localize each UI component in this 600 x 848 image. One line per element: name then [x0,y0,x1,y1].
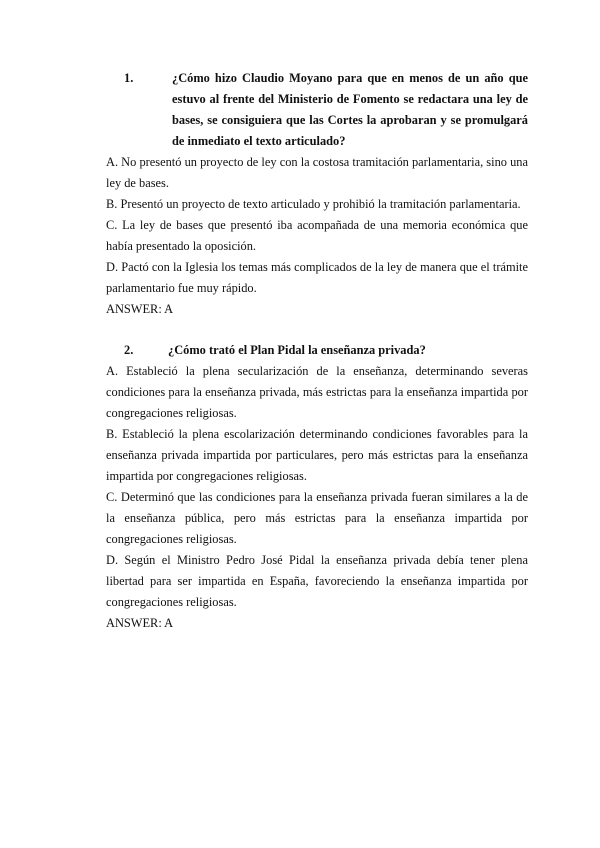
question-2-option-b: B. Estableció la plena escolarización determinando condiciones favorables para la enseñanza privada impartida por particulares, pero más estrictas para la enseñanza impartida por congregaciones religiosas. [106,427,528,483]
question-1-text: ¿Cómo hizo Claudio Moyano para que en menos de un año que estuvo al frente del Ministerio de Fomento se redactara una ley de bases, se consiguiera que las Cortes la aprobaran y se promulgará de inmediato el texto articulado? [172,71,528,148]
question-1-answer: ANSWER: A [106,302,174,316]
question-2-option-c: C. Determinó que las condiciones para la enseñanza privada fueran similares a la de la enseñanza pública, pero más estrictas para la enseñanza impartida por congregaciones religiosas. [106,490,528,546]
question-2-number: 2. [124,343,134,357]
question-1-options [106,152,528,299]
question-2-text: ¿Cómo trató el Plan Pidal la enseñanza privada? [168,343,426,357]
question-1-heading [124,68,528,152]
question-1-option-b: B. Presentó un proyecto de texto articulado y prohibió la tramitación parlamentaria. [106,197,521,211]
question-2-answer: ANSWER: A [106,616,174,630]
question-2 [106,340,528,634]
question-1-option-d: D. Pactó con la Iglesia los temas más complicados de la ley de manera que el trámite parlamentario fue muy rápido. [106,260,528,295]
question-1-option-c: C. La ley de bases que presentó iba acompañada de una memoria económica que había presentado la oposición. [106,218,528,253]
question-1-number: 1. [124,71,134,85]
question-2-heading [124,340,528,361]
question-1 [106,68,528,320]
question-2-option-d: D. Según el Ministro Pedro José Pidal la enseñanza privada debía tener plena libertad para ser impartida en España, favoreciendo la enseñanza impartida por congregaciones religiosas. [106,553,528,609]
question-2-option-a: A. Estableció la plena secularización de la enseñanza, determinando severas condiciones para la enseñanza privada, más estrictas para la enseñanza impartida por congregaciones religiosas. [106,364,528,420]
question-2-options [106,361,528,613]
question-1-option-a: A. No presentó un proyecto de ley con la costosa tramitación parlamentaria, sino una ley de bases. [106,155,528,190]
